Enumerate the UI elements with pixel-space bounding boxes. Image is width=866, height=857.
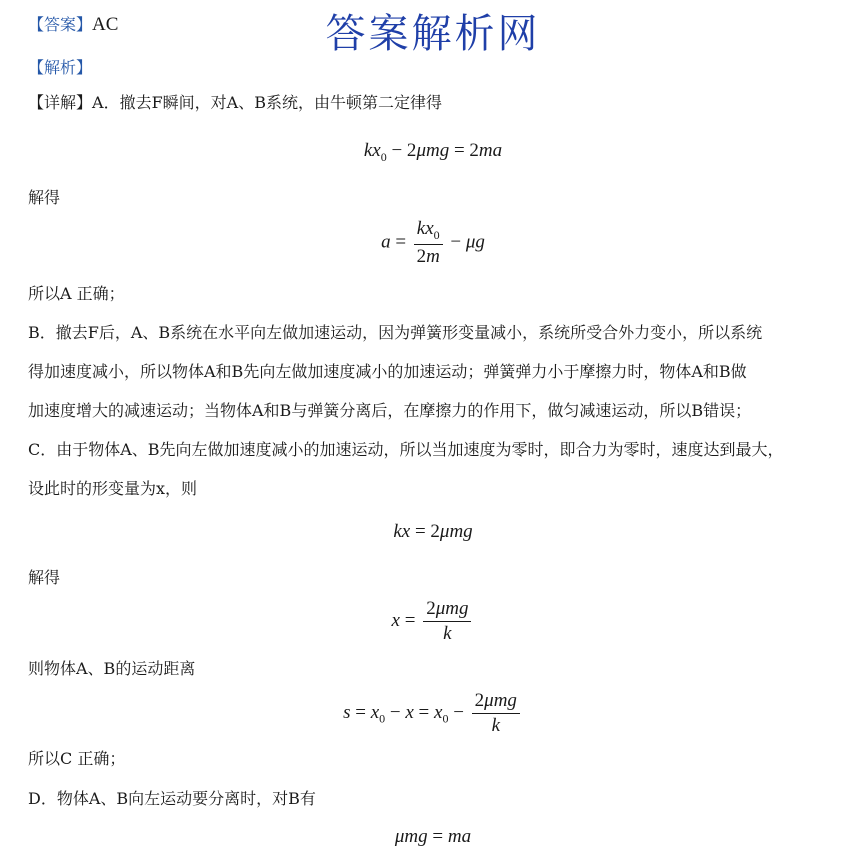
fraction: $\frac{kx_0}{2m}$ — [414, 218, 443, 268]
line-1-text: A．撤去F瞬间，对A、B系统，由牛顿第二定律得 — [92, 93, 442, 112]
equation-5: $s = x_0 - x = x_0$ − $\frac{\text{2μmg}}{k}$ — [0, 690, 866, 737]
line-11: 所以C 正确； — [28, 749, 126, 768]
answer-value: AC — [92, 14, 119, 35]
line-6: 加速度增大的减速运动；当物体A和B与弹簧分离后，在摩擦力的作用下，做匀减速运动，所以B错误； — [28, 401, 752, 420]
line-5: 得加速度减小，所以物体A和B先向左做加速度减小的加速运动；弹簧弹力小于摩擦力时，物体A和B做 — [28, 362, 747, 381]
answer-tag: 【答案】 — [28, 15, 93, 34]
fraction: $\frac{\text{2μmg}}{k}$ — [423, 598, 471, 645]
line-8: 设此时的形变量为x，则 — [28, 479, 198, 498]
detail-tag: 【详解】 — [28, 93, 93, 112]
line-2: 解得 — [28, 188, 61, 207]
equation-4: x = $\frac{\text{2μmg}}{k}$ — [0, 598, 866, 645]
equation-2: a = $\frac{kx_0}{2m}$ − μg — [381, 218, 485, 267]
line-3: 所以A 正确； — [28, 284, 125, 303]
line-10: 则物体A、B的运动距离 — [28, 659, 196, 678]
answer-label — [28, 12, 118, 36]
line-9: 解得 — [28, 568, 61, 587]
equation-1: $kx_0 - 2\mu mg = 2ma$ — [363, 140, 503, 164]
watermark-title: 答案解析网 — [325, 11, 541, 57]
line-12: D．物体A、B向左运动要分离时，对B有 — [28, 789, 316, 808]
equation-3: kx = 2μmg — [393, 521, 473, 542]
line-4: B．撤去F后，A、B系统在水平向左做加速运动，因为弹簧形变量减小，系统所受合外力变小，所以系统 — [28, 323, 763, 342]
fraction: $\frac{\text{2μmg}}{k}$ — [472, 690, 520, 737]
equation-6: μmg = ma — [394, 826, 472, 847]
detail-line-1 — [28, 92, 442, 114]
analysis-tag: 【解析】 — [28, 58, 93, 77]
line-7: C．由于物体A、B先向左做加速度减小的加速运动，所以当加速度为零时，即合力为零时，速度达到最大， — [28, 440, 784, 459]
